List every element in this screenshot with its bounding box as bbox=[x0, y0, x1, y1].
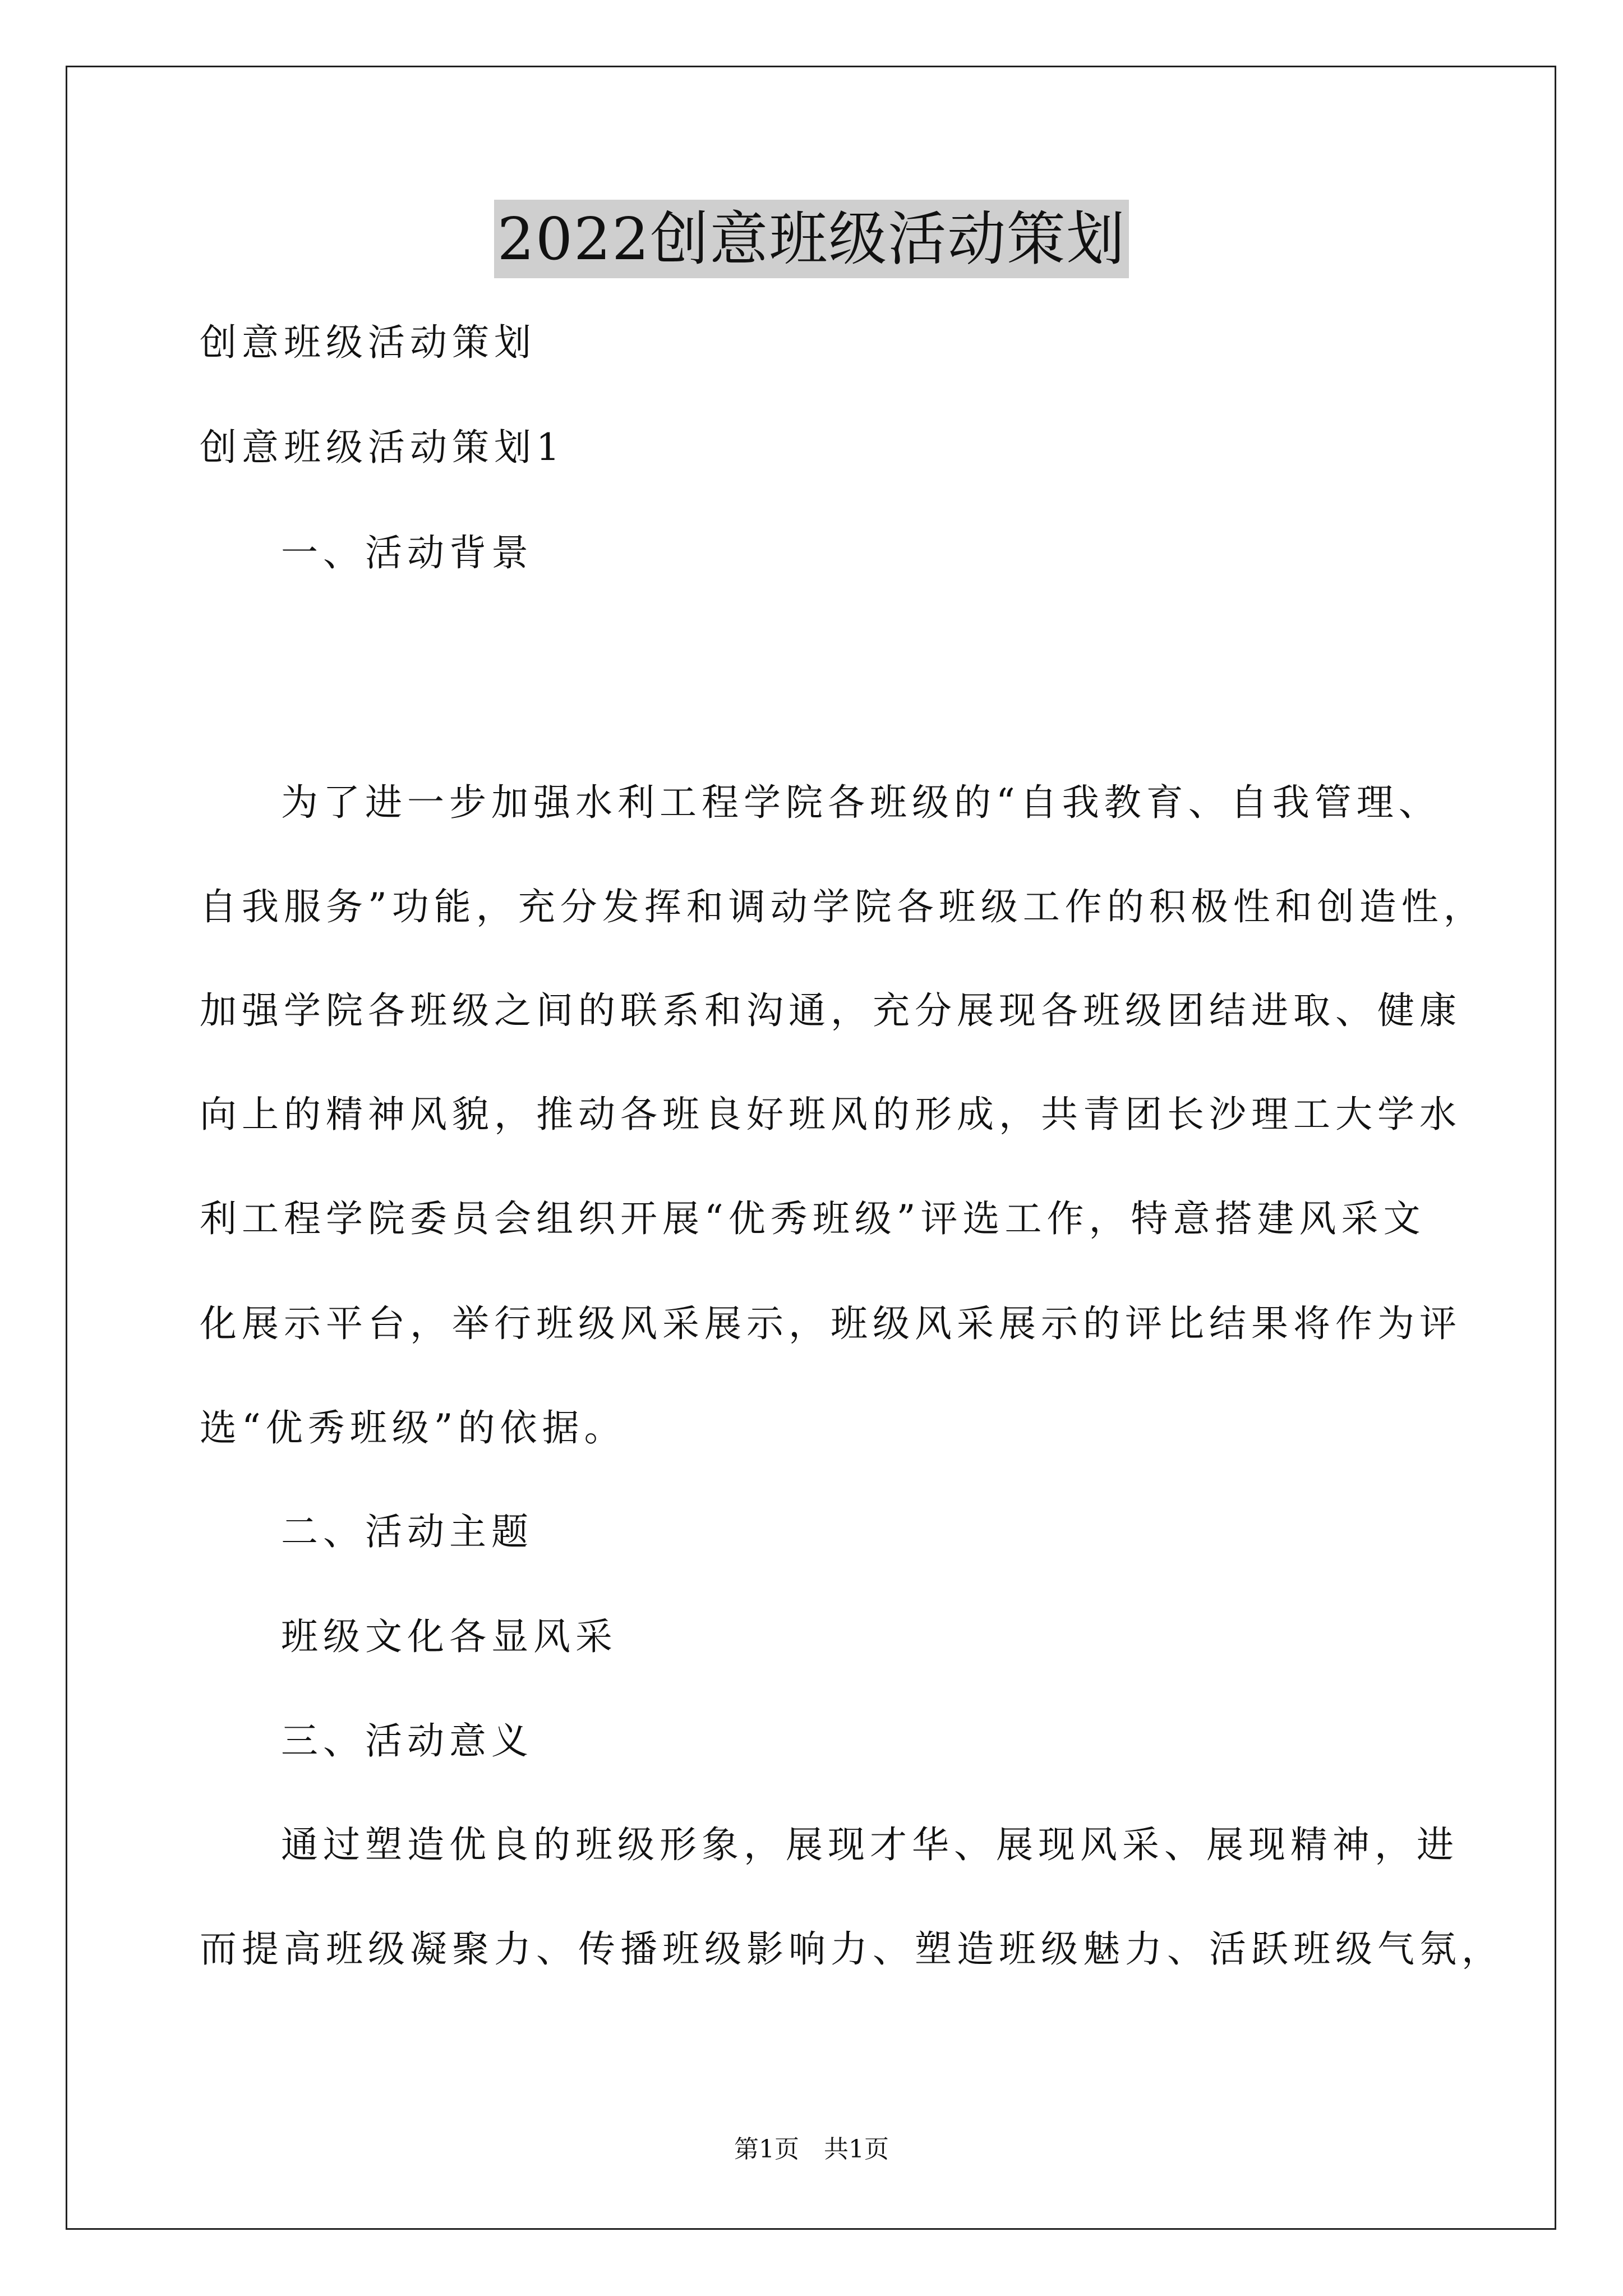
document-title: 2022创意班级活动策划 bbox=[494, 200, 1129, 278]
page-border bbox=[66, 66, 1556, 2230]
page-footer: 第1页 共1页 bbox=[734, 2135, 889, 2164]
paragraph-line: 向上的精神风貌，推动各班良好班风的形成，共青团长沙理工大学水 bbox=[200, 1093, 1461, 1136]
heading-theme: 二、活动主题 bbox=[281, 1510, 533, 1553]
paragraph-line: 而提高班级凝聚力、传播班级影响力、塑造班级魅力、活跃班级气氛， bbox=[200, 1927, 1504, 1971]
subtitle-line: 创意班级活动策划 bbox=[200, 321, 536, 364]
paragraph-line: 通过塑造优良的班级形象，展现才华、展现风采、展现精神，进 bbox=[281, 1823, 1459, 1866]
paragraph-line: 为了进一步加强水利工程学院各班级的“自我教育、自我管理、 bbox=[281, 781, 1441, 824]
section-title-line: 创意班级活动策划1 bbox=[200, 426, 565, 469]
title-container bbox=[0, 200, 1623, 278]
paragraph-line: 选“优秀班级”的依据。 bbox=[200, 1406, 626, 1450]
heading-background: 一、活动背景 bbox=[281, 531, 533, 574]
paragraph-line: 化展示平台，举行班级风采展示，班级风采展示的评比结果将作为评 bbox=[200, 1302, 1461, 1345]
paragraph-line: 自我服务”功能，充分发挥和调动学院各班级工作的积极性和创造性， bbox=[200, 885, 1486, 928]
paragraph-line: 加强学院各班级之间的联系和沟通，充分展现各班级团结进取、健康 bbox=[200, 989, 1461, 1032]
paragraph-line: 利工程学院委员会组织开展“优秀班级”评选工作，特意搭建风采文 bbox=[200, 1197, 1426, 1240]
theme-text: 班级文化各显风采 bbox=[281, 1615, 617, 1658]
heading-significance: 三、活动意义 bbox=[281, 1719, 533, 1763]
